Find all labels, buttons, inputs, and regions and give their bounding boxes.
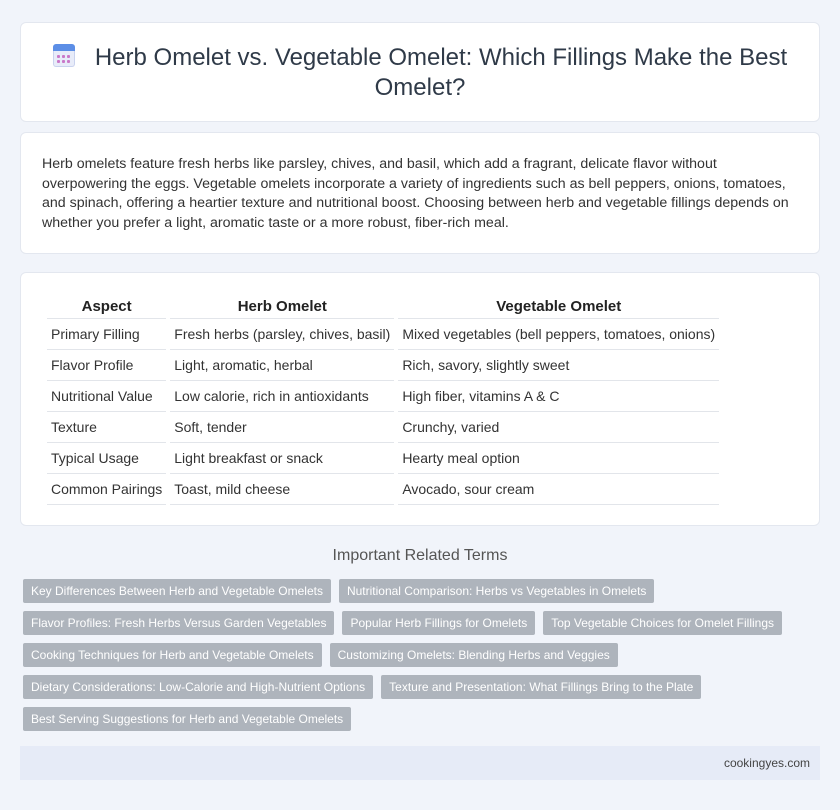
header-vegetable-omelet: Vegetable Omelet xyxy=(398,293,719,319)
table-row xyxy=(47,474,719,505)
related-terms-heading: Important Related Terms xyxy=(332,547,508,564)
related-terms-tags xyxy=(23,579,813,739)
vegetable-cell: Rich, savory, slightly sweet xyxy=(398,350,719,381)
table-row xyxy=(47,412,719,443)
herb-cell: Fresh herbs (parsley, chives, basil) xyxy=(170,319,394,350)
related-term-tag[interactable]: Key Differences Between Herb and Vegetable Omelets xyxy=(23,579,331,603)
vegetable-cell: Crunchy, varied xyxy=(398,412,719,443)
vegetable-cell: High fiber, vitamins A & C xyxy=(398,381,719,412)
related-term-tag[interactable]: Cooking Techniques for Herb and Vegetable Omelets xyxy=(23,643,322,667)
related-term-tag[interactable]: Customizing Omelets: Blending Herbs and Veggies xyxy=(330,643,618,667)
herb-cell: Light breakfast or snack xyxy=(170,443,394,474)
comparison-table xyxy=(43,293,723,505)
header-herb-omelet: Herb Omelet xyxy=(170,293,394,319)
herb-cell: Light, aromatic, herbal xyxy=(170,350,394,381)
table-row xyxy=(47,350,719,381)
related-term-tag[interactable]: Flavor Profiles: Fresh Herbs Versus Garden Vegetables xyxy=(23,611,334,635)
related-term-tag[interactable]: Popular Herb Fillings for Omelets xyxy=(342,611,535,635)
aspect-cell: Nutritional Value xyxy=(47,381,166,412)
aspect-cell: Typical Usage xyxy=(47,443,166,474)
herb-cell: Toast, mild cheese xyxy=(170,474,394,505)
page-title-text: Herb Omelet vs. Vegetable Omelet: Which Fillings Make the Best Omelet? xyxy=(94,44,788,101)
table-row xyxy=(47,381,719,412)
table-header-row xyxy=(47,293,719,319)
comparison-table-card xyxy=(20,272,820,526)
aspect-cell: Texture xyxy=(47,412,166,443)
related-term-tag[interactable]: Texture and Presentation: What Fillings Bring to the Plate xyxy=(381,675,701,699)
intro-card xyxy=(20,132,820,254)
table-row xyxy=(47,319,719,350)
table-row xyxy=(47,443,719,474)
vegetable-cell: Avocado, sour cream xyxy=(398,474,719,505)
aspect-cell: Primary Filling xyxy=(47,319,166,350)
page-title xyxy=(21,43,819,103)
header-aspect: Aspect xyxy=(47,293,166,319)
footer xyxy=(20,746,820,780)
vegetable-cell: Hearty meal option xyxy=(398,443,719,474)
related-term-tag[interactable]: Dietary Considerations: Low-Calorie and High-Nutrient Options xyxy=(23,675,373,699)
related-term-tag[interactable]: Best Serving Suggestions for Herb and Vegetable Omelets xyxy=(23,707,351,731)
vegetable-cell: Mixed vegetables (bell peppers, tomatoes, onions) xyxy=(398,319,719,350)
intro-paragraph: Herb omelets feature fresh herbs like parsley, chives, and basil, which add a fragrant, delicate flavor without overpowering the eggs. Vegetable omelets incorporate a variety of ingredients such as bell peppers, onions, tomatoes, and spinach, offering a heartier texture and nutritional boost. Choosing between herb and vegetable fillings depends on whether you prefer a light, aromatic taste or a more robust, fiber-rich meal. xyxy=(42,156,789,231)
herb-cell: Soft, tender xyxy=(170,412,394,443)
footer-site-name[interactable]: cookingyes.com xyxy=(723,756,810,770)
calendar-icon xyxy=(53,44,75,68)
title-card xyxy=(20,22,820,122)
related-term-tag[interactable]: Nutritional Comparison: Herbs vs Vegetables in Omelets xyxy=(339,579,654,603)
aspect-cell: Common Pairings xyxy=(47,474,166,505)
aspect-cell: Flavor Profile xyxy=(47,350,166,381)
related-term-tag[interactable]: Top Vegetable Choices for Omelet Fillings xyxy=(543,611,782,635)
herb-cell: Low calorie, rich in antioxidants xyxy=(170,381,394,412)
